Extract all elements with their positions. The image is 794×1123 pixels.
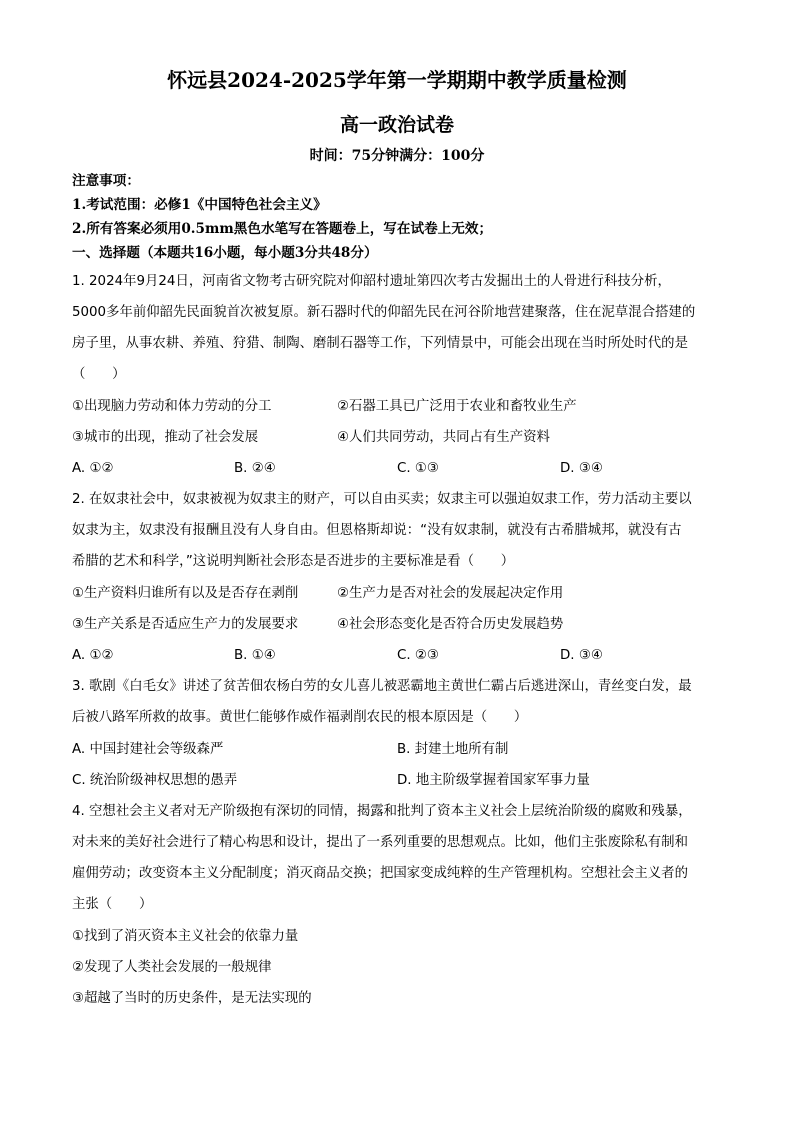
option-a: A. ①②	[72, 461, 114, 476]
question-text: 3. 歌剧《白毛女》讲述了贫苦佃农杨白劳的女儿喜儿被恶霸地主黄世仁霸占后逃进深山，青丝变白发，最	[72, 679, 692, 694]
option-a: A. 中国封建社会等级森严	[72, 742, 224, 757]
option-b: B. 封建土地所有制	[397, 742, 509, 757]
question-text: 5000多年前仰韶先民面貌首次被复原。新石器时代的仰韶先民在河谷阶地营建聚落，住在泥草混合搭建的	[72, 305, 696, 320]
exam-title: 怀远县2024-2025学年第一学期期中教学质量检测	[167, 68, 627, 92]
option-c: C. ②③	[397, 648, 439, 663]
exam-subtitle: 高一政治试卷	[339, 114, 454, 136]
section-heading: 一、选择题（本题共16小题，每小题3分共48分）	[72, 245, 378, 261]
statement: ④人们共同劳动，共同占有生产资料	[337, 430, 550, 445]
statement: ②发现了人类社会发展的一般规律	[72, 960, 272, 975]
note-item: 1.考试范围：必修1《中国特色社会主义》	[72, 197, 327, 213]
question-text: 奴隶为主，奴隶没有报酬且没有人身自由。但恩格斯却说：“没有奴隶制，就没有古希腊城邦，就没有古	[72, 523, 682, 538]
option-d: D. ③④	[560, 648, 603, 663]
option-b: B. ①④	[234, 648, 276, 663]
question-text: 2. 在奴隶社会中，奴隶被视为奴隶主的财产，可以自由买卖；奴隶主可以强迫奴隶工作，劳力活动主要以	[72, 492, 692, 507]
option-c: C. 统治阶级神权思想的愚弄	[72, 773, 238, 788]
statement: ①出现脑力劳动和体力劳动的分工	[72, 399, 272, 414]
option-d: D. 地主阶级掌握着国家军事力量	[397, 773, 590, 788]
option-b: B. ②④	[234, 461, 276, 476]
option-d: D. ③④	[560, 461, 603, 476]
statement: ②生产力是否对社会的发展起决定作用	[337, 586, 564, 601]
statement: ②石器工具已广泛用于农业和畜牧业生产	[337, 399, 577, 414]
note-item: 2.所有答案必须用0.5mm黑色水笔写在答题卷上，写在试卷上无效；	[72, 221, 493, 237]
question-text: 房子里，从事农耕、养殖、狩猎、制陶、磨制石器等工作，下列情景中，可能会出现在当时所处时代的是	[72, 336, 688, 351]
question-text: 1. 2024年9月24日，河南省文物考古研究院对仰韶村遗址第四次考古发掘出土的人骨进行科技分析，	[72, 274, 671, 289]
time-info: 时间：75分钟满分：100分	[309, 148, 485, 164]
statement: ④社会形态变化是否符合历史发展趋势	[337, 617, 564, 632]
statement: ③生产关系是否适应生产力的发展要求	[72, 617, 299, 632]
statement: ①找到了消灭资本主义社会的依靠力量	[72, 929, 299, 944]
question-text: （ ）	[72, 367, 126, 382]
question-text: 对未来的美好社会进行了精心构思和设计，提出了一系列重要的思想观点。比如，他们主张废除私有制和	[72, 835, 688, 850]
statement: ③超越了当时的历史条件，是无法实现的	[72, 991, 312, 1006]
option-c: C. ①③	[397, 461, 439, 476]
question-text: 4. 空想社会主义者对无产阶级抱有深切的同情，揭露和批判了资本主义社会上层统治阶级的腐败和残暴，	[72, 804, 692, 819]
question-text: 希腊的艺术和科学，”这说明判断社会形态是否进步的主要标准是看（ ）	[72, 554, 515, 569]
question-text: 雇佣劳动；改变资本主义分配制度；消灭商品交换；把国家变成纯粹的生产管理机构。空想社会主义者的	[72, 866, 688, 881]
question-text: 主张（ ）	[72, 897, 153, 912]
question-text: 后被八路军所救的故事。黄世仁能够作威作福剥削农民的根本原因是（ ）	[72, 710, 528, 725]
option-a: A. ①②	[72, 648, 114, 663]
notes-heading: 注意事项：	[72, 173, 140, 189]
statement: ③城市的出现，推动了社会发展	[72, 430, 259, 445]
statement: ①生产资料归谁所有以及是否存在剥削	[72, 586, 299, 601]
